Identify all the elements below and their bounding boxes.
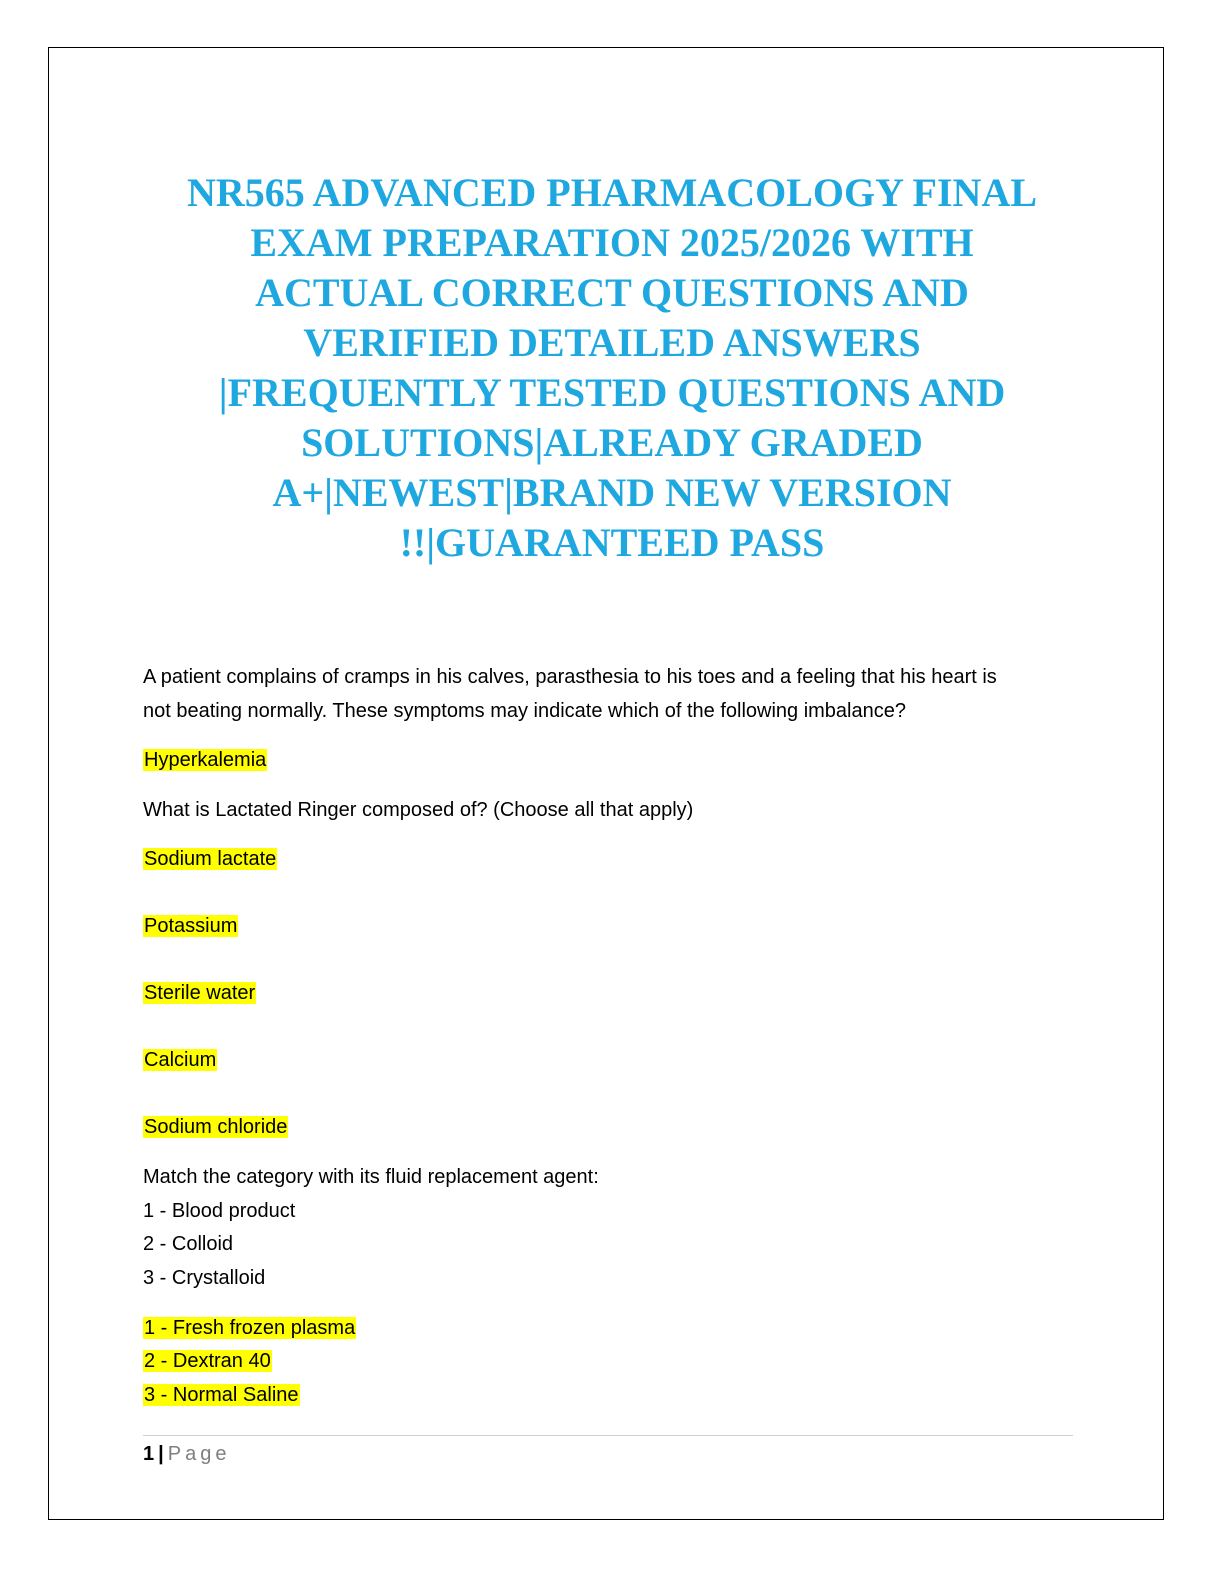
title-line: A+|NEWEST|BRAND NEW VERSION <box>272 470 952 515</box>
highlighted-answer: 3 - Normal Saline <box>144 1384 299 1406</box>
highlighted-answer: Sodium lactate <box>144 848 277 870</box>
answer-1 <box>143 745 267 775</box>
title-line: EXAM PREPARATION 2025/2026 WITH <box>250 220 974 265</box>
title-line: NR565 ADVANCED PHARMACOLOGY FINAL <box>186 170 1038 215</box>
question-3-line: Match the category with its fluid replacement agent: <box>143 1166 599 1188</box>
answer-2-item <box>143 911 238 941</box>
title-line: |FREQUENTLY TESTED QUESTIONS AND <box>218 370 1006 415</box>
highlighted-answer: Potassium <box>144 915 238 937</box>
title-line: !!|GUARANTEED PASS <box>399 520 825 565</box>
question-2: What is Lactated Ringer composed of? (Choose all that apply) <box>143 799 694 821</box>
answer-2-item <box>143 1112 288 1142</box>
page-label: Page <box>167 1443 231 1465</box>
question-3-line: 1 - Blood product <box>143 1200 296 1222</box>
highlighted-answer: 2 - Dextran 40 <box>144 1350 271 1372</box>
page-footer <box>143 1441 230 1467</box>
highlighted-answer: 1 - Fresh frozen plasma <box>144 1317 356 1339</box>
answer-3-item <box>143 1313 356 1343</box>
highlighted-answer: Hyperkalemia <box>144 749 267 771</box>
question-1-line: A patient complains of cramps in his calves, parasthesia to his toes and a feeling that his heart is <box>143 666 997 688</box>
question-3-line: 2 - Colloid <box>143 1233 234 1255</box>
question-1-line: not beating normally. These symptoms may indicate which of the following imbalance? <box>143 700 906 722</box>
page-number: 1 <box>143 1443 155 1465</box>
highlighted-answer: Sodium chloride <box>144 1116 288 1138</box>
answer-3-item <box>143 1346 272 1376</box>
title-line: VERIFIED DETAILED ANSWERS <box>303 320 921 365</box>
highlighted-answer: Calcium <box>144 1049 217 1071</box>
answer-3-item <box>143 1380 300 1410</box>
title-line: SOLUTIONS|ALREADY GRADED <box>301 420 923 465</box>
answer-2-item <box>143 978 256 1008</box>
answer-2-item <box>143 844 277 874</box>
document-title <box>110 168 1114 568</box>
footer-separator: | <box>158 1443 164 1465</box>
footer-divider <box>143 1435 1073 1436</box>
highlighted-answer: Sterile water <box>144 982 256 1004</box>
question-3-line: 3 - Crystalloid <box>143 1267 266 1289</box>
answer-2-item <box>143 1045 217 1075</box>
title-line: ACTUAL CORRECT QUESTIONS AND <box>255 270 969 315</box>
